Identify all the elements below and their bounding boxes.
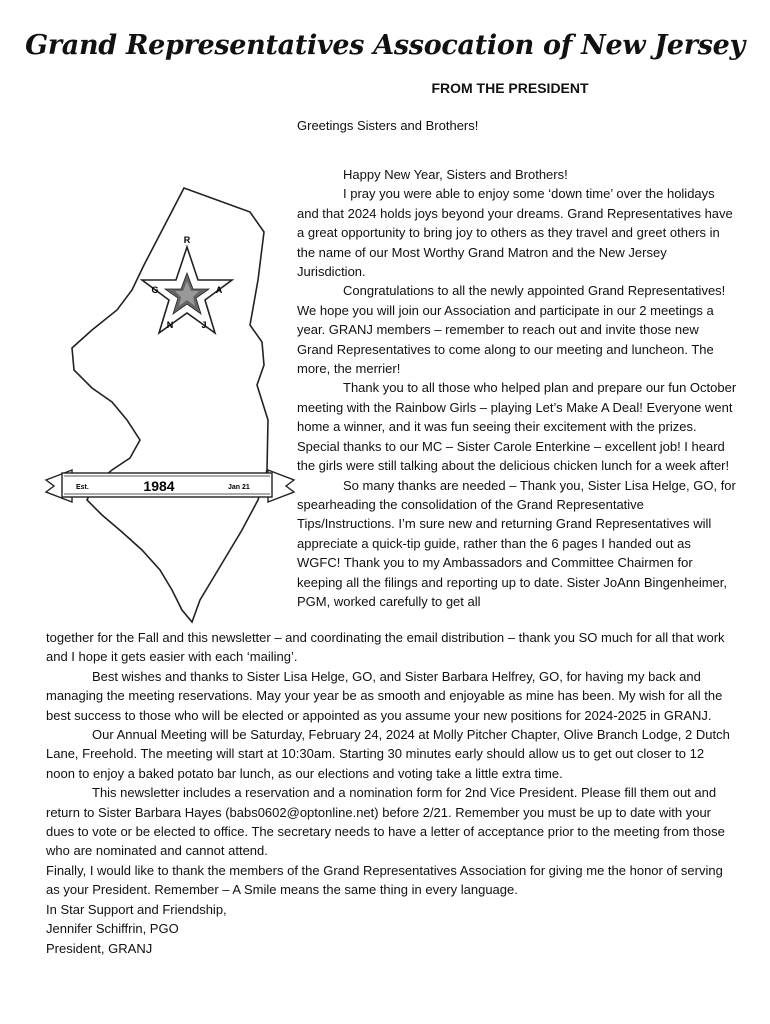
banner-date: Jan 21 bbox=[228, 484, 250, 491]
letter-paragraph: Happy New Year, Sisters and Brothers! bbox=[343, 167, 568, 182]
eastern-star-emblem bbox=[142, 235, 232, 333]
section-heading: FROM THE PRESIDENT bbox=[431, 80, 589, 96]
new-jersey-map-emblem bbox=[32, 170, 302, 640]
closing-line: In Star Support and Friendship, bbox=[46, 901, 227, 917]
letter-paragraph: I pray you were able to enjoy some ‘down time’ over the holidays and that 2024 holds joys beyond your dreams. Grand Representatives have a great opportunity to bring joy to others as they travel and greet others in the name of our Most Worthy Grand Matron and the New Jersey Jurisdiction. bbox=[297, 186, 733, 280]
letter-paragraph: This newsletter includes a reservation and a nomination form for 2nd Vice President. Please fill them out and return to Sister Barbara Hayes (babs0602@optonline.net) before 2/21. Remember you must be up to date with your dues to vote or be elected to office. The secretary needs to have a letter of acceptance prior to the meeting from those who are nominated and cannot attend. bbox=[46, 785, 725, 859]
page-title: Grand Representatives Assocation of New Jersey bbox=[25, 30, 745, 61]
letter-body-full bbox=[46, 628, 736, 958]
letter-paragraph: Congratulations to all the newly appointed Grand Representatives! We hope you will join our Association and participate in our 2 meetings a year. GRANJ members – remember to reach out and invite those new Grand Representatives to come along to our meeting and luncheon. The more, the merrier! bbox=[297, 283, 726, 377]
greeting: Greetings Sisters and Brothers! bbox=[297, 118, 479, 133]
year-banner bbox=[46, 470, 294, 502]
emblem-letter-g: G bbox=[151, 285, 159, 295]
letter-paragraph: So many thanks are needed – Thank you, Sister Lisa Helge, GO, for spearheading the consolidation of the Grand Representative Tips/Instructions. I’m sure new and returning Grand Representatives will appreciate a quick-tip guide, rather than the 6 pages I handed out as WGFC! Thank you to my Ambassadors and Committee Chairmen for keeping all the filings and reporting up to date. Sister JoAnn Bingenheimer, PGM, worked carefully to get all bbox=[297, 477, 736, 609]
letter-paragraph: Finally, I would like to thank the members of the Grand Representatives Association for giving me the honor of serving as your President. Remember – A Smile means the same thing in every language. bbox=[46, 862, 723, 898]
emblem-letter-n: N bbox=[166, 320, 174, 330]
letter-paragraph: Thank you to all those who helped plan and prepare our fun October meeting with the Rainbow Girls – playing Let’s Make A Deal! Everyone went home a winner, and it was fun seeing their excitement with the prizes. Special thanks to our MC – Sister Carole Enterkine – excellent job! I heard the girls were still talking about the delicious chicken lunch for a week after! bbox=[297, 380, 737, 474]
banner-est: Est. bbox=[76, 484, 89, 491]
letter-column bbox=[297, 165, 737, 611]
letter-paragraph: together for the Fall and this newsletter – and coordinating the email distribution – thank you SO much for all that work and I hope it gets easier with each ‘mailing’. bbox=[46, 630, 725, 665]
signature-name: Jennifer Schiffrin, PGO bbox=[46, 921, 179, 937]
letter-paragraph: Best wishes and thanks to Sister Lisa Helge, GO, and Sister Barbara Helfrey, GO, for having my back and managing the meeting reservations. May your year be as smooth and enjoyable as mine has been. My wish for all the best success to those who will be elected or appointed as you assume your new positions for 2024-2025 in GRANJ. bbox=[46, 668, 723, 723]
emblem-letter-j: J bbox=[201, 320, 207, 330]
emblem-letter-r: R bbox=[183, 235, 191, 245]
banner-year: 1984 bbox=[143, 478, 175, 494]
emblem-letter-a: A bbox=[215, 285, 223, 295]
state-outline bbox=[72, 188, 268, 622]
letter-paragraph: Our Annual Meeting will be Saturday, February 24, 2024 at Molly Pitcher Chapter, Olive Branch Lodge, 2 Dutch Lane, Freehold. The meeting will start at 10:30am. Starting 30 minutes early should allow us to get out closer to 12 noon to enjoy a baked potato bar lunch, as our elections and voting take a little extra time. bbox=[46, 727, 730, 781]
signature-title: President, GRANJ bbox=[46, 940, 153, 956]
